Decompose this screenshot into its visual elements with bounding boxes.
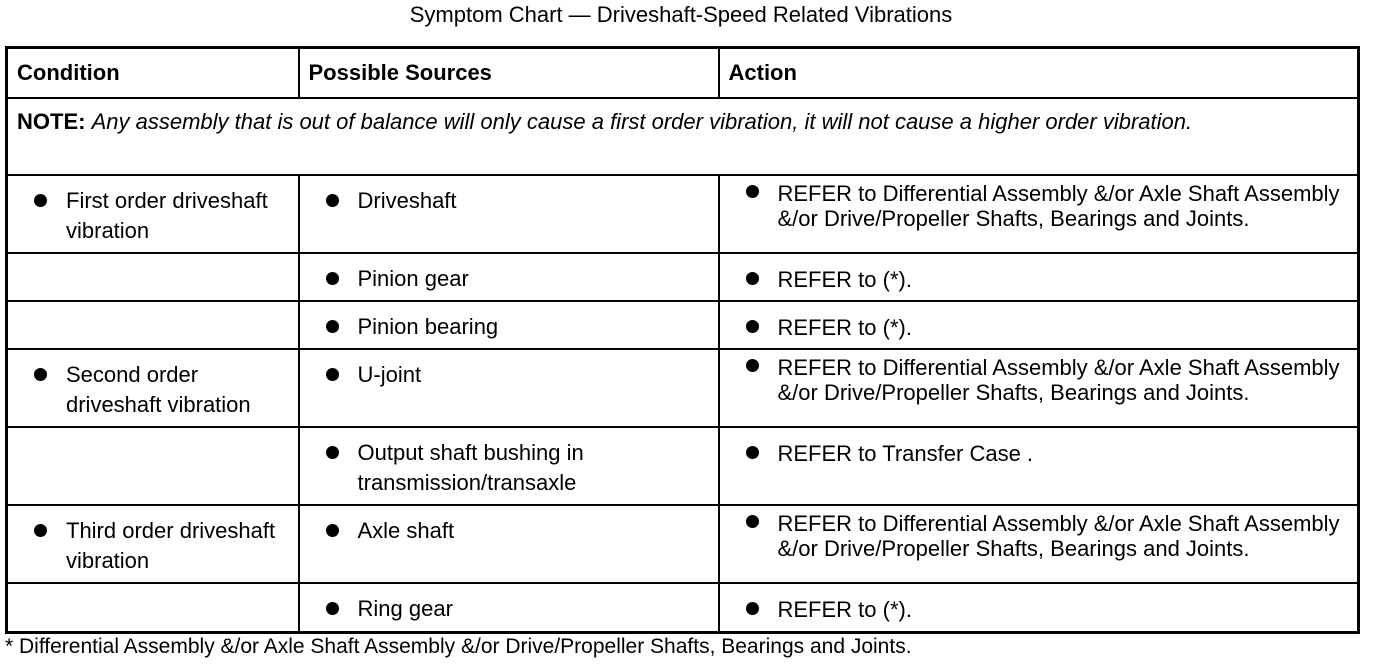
- source-cell: [299, 253, 719, 301]
- symptom-chart-table: [5, 46, 1360, 634]
- footnote: * Differential Assembly &/or Axle Shaft Assembly &/or Drive/Propeller Shafts, Bearings and Joints.: [5, 635, 912, 658]
- bullet-icon: [326, 194, 339, 207]
- bullet-icon: [326, 602, 339, 615]
- bullet-icon: [34, 194, 47, 207]
- table-row: [7, 349, 1359, 427]
- source-cell: [299, 505, 719, 583]
- bullet-icon: [746, 515, 759, 528]
- note-cell: [7, 98, 1359, 175]
- action-cell: [719, 253, 1359, 301]
- table-row: [7, 253, 1359, 301]
- condition-cell-empty: [7, 301, 299, 349]
- source-text: Axle shaft: [357, 517, 455, 543]
- bullet-icon: [746, 272, 759, 285]
- condition-cell: [7, 349, 299, 427]
- action-text: REFER to Differential Assembly &/or Axle Shaft Assembly &/or Drive/Propeller Shafts, Bearings and Joints.: [777, 510, 1340, 561]
- action-text: REFER to Differential Assembly &/or Axle Shaft Assembly &/or Drive/Propeller Shafts, Bearings and Joints.: [777, 354, 1340, 405]
- condition-text: Second order driveshaft vibration: [66, 361, 251, 417]
- source-text: Pinion bearing: [357, 313, 499, 339]
- source-cell: [299, 427, 719, 505]
- source-cell: [299, 583, 719, 633]
- source-text: Output shaft bushing in transmission/transaxle: [357, 439, 584, 495]
- source-cell: [299, 175, 719, 253]
- condition-text: Third order driveshaft vibration: [66, 517, 276, 573]
- source-cell: [299, 349, 719, 427]
- table-row: [7, 505, 1359, 583]
- header-possible-sources: Possible Sources: [299, 48, 719, 98]
- action-text: REFER to (*).: [777, 266, 912, 292]
- bullet-icon: [326, 368, 339, 381]
- bullet-icon: [326, 446, 339, 459]
- header-condition: Condition: [7, 48, 299, 98]
- source-text: U-joint: [357, 361, 422, 387]
- action-text: REFER to (*).: [777, 314, 912, 340]
- header-action: Action: [719, 48, 1359, 98]
- header-row: [7, 48, 1359, 98]
- action-cell: [719, 301, 1359, 349]
- condition-cell-empty: [7, 427, 299, 505]
- action-cell: [719, 175, 1359, 253]
- action-cell: [719, 349, 1359, 427]
- condition-cell-empty: [7, 253, 299, 301]
- action-text: REFER to (*).: [777, 596, 912, 622]
- table-row: [7, 301, 1359, 349]
- condition-cell: [7, 505, 299, 583]
- source-text: Pinion gear: [357, 265, 469, 291]
- bullet-icon: [326, 524, 339, 537]
- condition-cell: [7, 175, 299, 253]
- action-text: REFER to Transfer Case .: [777, 440, 1034, 466]
- chart-title: Symptom Chart — Driveshaft-Speed Related Vibrations: [409, 2, 953, 27]
- note-row: [7, 98, 1359, 175]
- source-cell: [299, 301, 719, 349]
- bullet-icon: [746, 185, 759, 198]
- action-cell: [719, 583, 1359, 633]
- bullet-icon: [34, 524, 47, 537]
- source-text: Driveshaft: [357, 187, 457, 213]
- bullet-icon: [746, 446, 759, 459]
- action-text: REFER to Differential Assembly &/or Axle Shaft Assembly &/or Drive/Propeller Shafts, Bearings and Joints.: [777, 180, 1340, 231]
- note-text: Any assembly that is out of balance will only cause a first order vibration, it will not cause a higher order vibration.: [91, 108, 1193, 134]
- condition-text: First order driveshaft vibration: [66, 187, 268, 243]
- bullet-icon: [746, 602, 759, 615]
- action-cell: [719, 427, 1359, 505]
- condition-cell-empty: [7, 583, 299, 633]
- bullet-icon: [746, 320, 759, 333]
- bullet-icon: [326, 320, 339, 333]
- table-row: [7, 427, 1359, 505]
- bullet-icon: [746, 359, 759, 372]
- bullet-icon: [34, 368, 47, 381]
- table-row: [7, 175, 1359, 253]
- bullet-icon: [326, 272, 339, 285]
- note-label: NOTE:: [17, 108, 86, 134]
- action-cell: [719, 505, 1359, 583]
- table-row: [7, 583, 1359, 633]
- source-text: Ring gear: [357, 595, 453, 621]
